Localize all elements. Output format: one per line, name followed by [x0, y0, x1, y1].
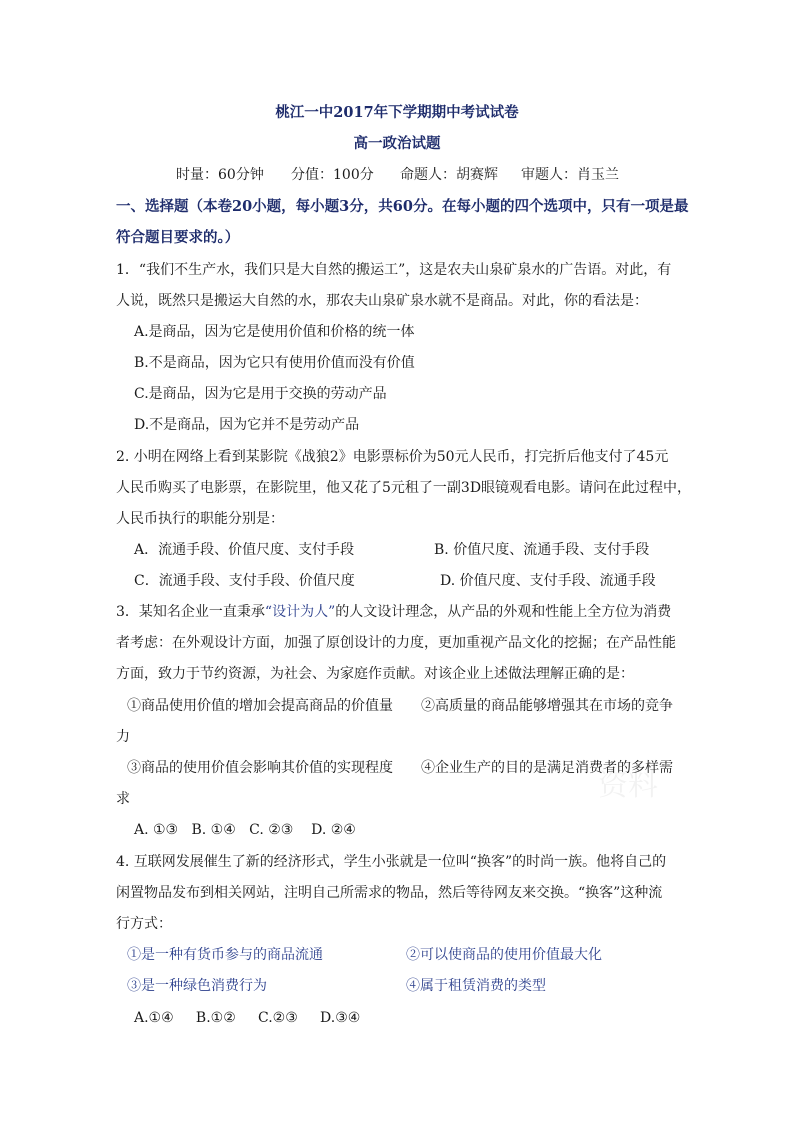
q2-stem-line1: 2. 小明在网络上看到某影院《战狼2》电影票标价为50元人民币，打完折后他支付了45元 [116, 449, 669, 465]
q3-stem-post: 的人文设计理念，从产品的外观和性能上全方位为消费 [335, 604, 672, 620]
q4-statement-3: ③是一种绿色消费行为 [127, 978, 267, 994]
exam-time: 时量：60分钟 [176, 167, 264, 183]
q4-statement-1: ①是一种有货币参与的商品流通 [127, 947, 323, 963]
exam-title: 桃江一中2017年下学期期中考试试卷 [275, 104, 519, 121]
exam-subtitle: 高一政治试题 [353, 135, 441, 152]
q3-statement-3: ③商品的使用价值会影响其价值的实现程度 [127, 760, 393, 776]
q3-stem-pre: 3．某知名企业一直秉承 [116, 604, 265, 620]
exam-author: 命题人：胡赛辉 [400, 167, 498, 183]
q3-answer-choices: A. ①③ B. ①④ C. ②③ D. ②④ [134, 822, 356, 838]
q3-statement-1: ①商品使用价值的增加会提高商品的价值量 [127, 698, 393, 714]
q3-stem-line2: 者考虑：在外观设计方面，加强了原创设计的力度，更加重视产品文化的挖掘；在产品性能 [116, 635, 676, 651]
q3-stem-line1 [116, 603, 671, 621]
q3-statement-2-cont: 力 [116, 729, 130, 745]
q3-statement-2: ②高质量的商品能够增强其在市场的竞争 [421, 698, 673, 714]
q1-option-c: C.是商品，因为它是用于交换的劳动产品 [134, 386, 387, 402]
q4-stem-line3: 行方式： [116, 916, 172, 932]
exam-reviewer: 审题人：肖玉兰 [521, 167, 619, 183]
q2-stem-line3: 人民币执行的职能分别是： [116, 511, 284, 527]
q3-stem-line3: 方面，致力于节约资源，为社会、为家庭作贡献。对该企业上述做法理解正确的是： [116, 666, 634, 682]
q4-answer-choices: A.①④ B.①② C.②③ D.③④ [134, 1010, 361, 1026]
q1-stem-line1: 1．“我们不生产水，我们只是大自然的搬运工”，这是农夫山泉矿泉水的广告语。对此，有 [116, 262, 672, 278]
watermark: 资料 [598, 768, 658, 803]
q2-option-d: D. 价值尺度、支付手段、流通手段 [440, 573, 656, 589]
q4-statement-2: ②可以使商品的使用价值最大化 [406, 947, 602, 963]
section-heading-line2: 符合题目要求的。） [116, 229, 240, 246]
section-heading-line1: 一、选择题（本卷20小题，每小题3分，共60分。在每小题的四个选项中，只有一项是最 [116, 198, 689, 215]
q4-stem-line2: 闲置物品发布到相关网站，注明自己所需求的物品，然后等待网友来交换。“换客”这种流 [116, 885, 663, 901]
q1-option-b: B.不是商品，因为它只有使用价值而没有价值 [134, 355, 415, 371]
q1-option-d: D.不是商品，因为它并不是劳动产品 [134, 417, 360, 433]
q4-statement-4: ④属于租赁消费的类型 [406, 978, 546, 994]
q4-stem-line1: 4. 互联网发展催生了新的经济形式，学生小张就是一位叫“换客”的时尚一族。他将自己的 [116, 854, 667, 870]
q3-stem-quote: “设计为人” [264, 604, 336, 620]
q1-stem-line2: 人说，既然只是搬运大自然的水，那农夫山泉矿泉水就不是商品。对此，你的看法是： [116, 293, 648, 309]
q2-option-c: C．流通手段、支付手段、价值尺度 [134, 573, 355, 589]
q2-option-b: B. 价值尺度、流通手段、支付手段 [434, 542, 650, 558]
q1-option-a: A.是商品，因为它是使用价值和价格的统一体 [134, 324, 415, 340]
q2-stem-line2: 人民币购买了电影票，在影院里，他又花了5元租了一副3D眼镜观看电影。请问在此过程中， [116, 480, 692, 496]
q3-statement-4: ④企业生产的目的是满足消费者的多样需 [421, 760, 673, 776]
q2-option-a: A．流通手段、价值尺度、支付手段 [134, 542, 355, 558]
q3-statement-4-cont: 求 [116, 791, 130, 807]
exam-score: 分值：100分 [291, 167, 374, 183]
